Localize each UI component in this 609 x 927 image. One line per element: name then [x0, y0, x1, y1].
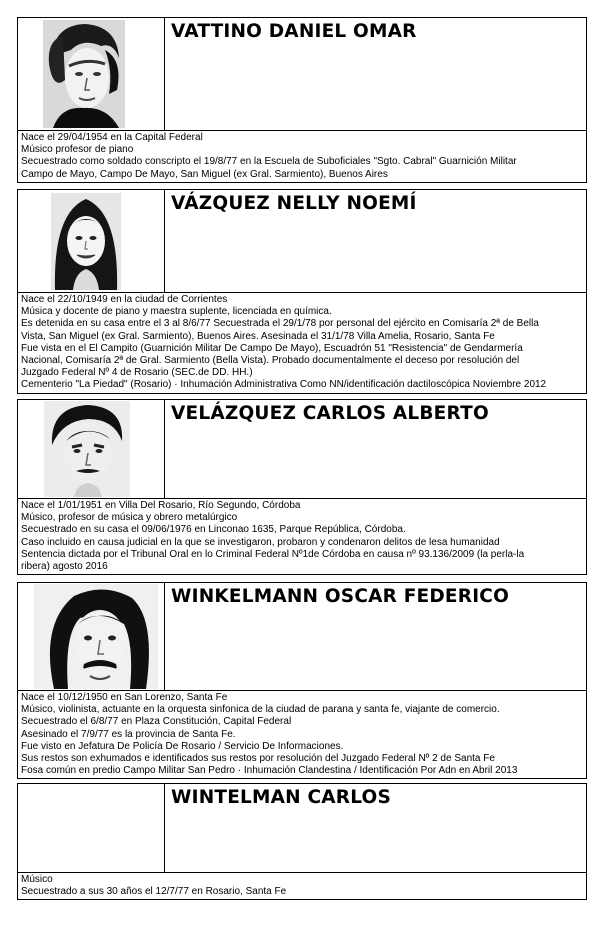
description-line: Secuestrado en su casa el 09/06/1976 en Linconao 1635, Parque República, Córdoba.: [21, 524, 406, 536]
description-line: Músico, profesor de música y obrero metalúrgico: [21, 512, 238, 524]
portrait-photo: [43, 20, 125, 128]
description-line: Músico profesor de piano: [21, 144, 134, 156]
record-description: [18, 691, 586, 778]
portrait-photo: [51, 193, 121, 290]
description-line: Nace el 1/01/1951 en Villa Del Rosario, Río Segundo, Córdoba: [21, 500, 301, 511]
description-line: Sentencia dictada por el Tribunal Oral en lo Criminal Federal Nº1de Córdoba en causa nº 93.136/2009 (la perla-la: [21, 548, 525, 560]
description-line: Secuestrado a sus 30 años el 12/7/77 en Rosario, Santa Fe: [21, 886, 287, 898]
description-line: Fue vista en el El Campito (Guarnición Militar De Campo De Mayo), Escuadrón 51 "Resistencia" de Gendarmería: [21, 342, 523, 354]
person-name: VATTINO DANIEL OMAR: [171, 21, 417, 42]
description-line: Nace el 29/04/1954 en la Capital Federal: [21, 132, 203, 143]
description-line: Cementerio "La Piedad" (Rosario) · Inhumación Administrativa Como NN/identificación dactiloscópica Noviembre 2012: [21, 379, 547, 391]
description-line: Secuestrado el 6/8/77 en Plaza Constitución, Capital Federal: [21, 716, 292, 728]
description-line: Campo de Mayo, Campo De Mayo, San Miguel (ex Gral. Sarmiento), Buenos Aires: [21, 168, 388, 180]
description-line: Nacional, Comisaría 2ª de Gral. Sarmiento (Bella Vista). Probado documentalmente el deceso por resolución del: [21, 355, 520, 367]
photo-cell: [18, 190, 165, 292]
description-line: Juzgado Federal Nº 4 de Rosario (SEC.de DD. HH.): [21, 367, 253, 379]
record-card: [17, 189, 587, 394]
description-line: Fosa común en predio Campo Militar San Pedro · Inhumación Clandestina / Identificación Por Adn en Abril 2013: [21, 765, 518, 777]
description-line: Asesinado el 7/9/77 es la provincia de Santa Fe.: [21, 728, 236, 740]
photo-cell: [18, 400, 165, 498]
description-line: Nace el 22/10/1949 en la ciudad de Corrientes: [21, 294, 228, 305]
description-line: Fue visto en Jefatura De Policía De Rosario / Servicio De Informaciones.: [21, 740, 344, 752]
person-name: WINTELMAN CARLOS: [171, 787, 391, 808]
record-description: [18, 131, 586, 182]
record-description: [18, 293, 586, 393]
record-card: [17, 783, 587, 900]
person-name: VÁZQUEZ NELLY NOEMÍ: [171, 193, 417, 214]
portrait-photo: [44, 401, 130, 497]
record-card: [17, 17, 587, 183]
person-name: VELÁZQUEZ CARLOS ALBERTO: [171, 403, 489, 424]
description-line: Sus restos son exhumados e identificados sus restos por resolución del Juzgado Federal Nº 2 de Santa Fe: [21, 753, 495, 765]
description-line: Caso incluido en causa judicial en la que se investigaron, probaron y condenaron delitos de lesa humanidad: [21, 536, 500, 548]
description-line: Vista, San Miguel (ex Gral. Sarmiento), Buenos Aires. Asesinada el 31/1/78 Villa Amelia, Rosario, Santa Fe: [21, 330, 495, 342]
photo-cell: [18, 583, 165, 690]
description-line: Músico, violinista, actuante en la orquesta sinfonica de la ciudad de parana y santa fe, viajante de comercio.: [21, 704, 500, 716]
record-description: [18, 499, 586, 574]
record-card: [17, 399, 587, 575]
record-card: [17, 582, 587, 779]
description-line: Nace el 10/12/1950 en San Lorenzo, Santa Fe: [21, 692, 228, 703]
portrait-photo: [34, 584, 158, 689]
description-line: Música y docente de piano y maestra suplente, licenciada en química.: [21, 306, 332, 318]
photo-cell: [18, 18, 165, 130]
description-line: Músico: [21, 874, 53, 885]
description-line: ribera) agosto 2016: [21, 561, 108, 573]
description-line: Es detenida en su casa entre el 3 al 8/6/77 Secuestrada el 29/1/78 por personal del ejército en Comisaría 2ª de Bella: [21, 318, 539, 330]
person-name: WINKELMANN OSCAR FEDERICO: [171, 586, 509, 607]
description-line: Secuestrado como soldado conscripto el 19/8/77 en la Escuela de Suboficiales "Sgto. Cabral" Guarnición Militar: [21, 156, 517, 168]
photo-cell-empty: [18, 784, 165, 872]
record-description: [18, 873, 586, 899]
